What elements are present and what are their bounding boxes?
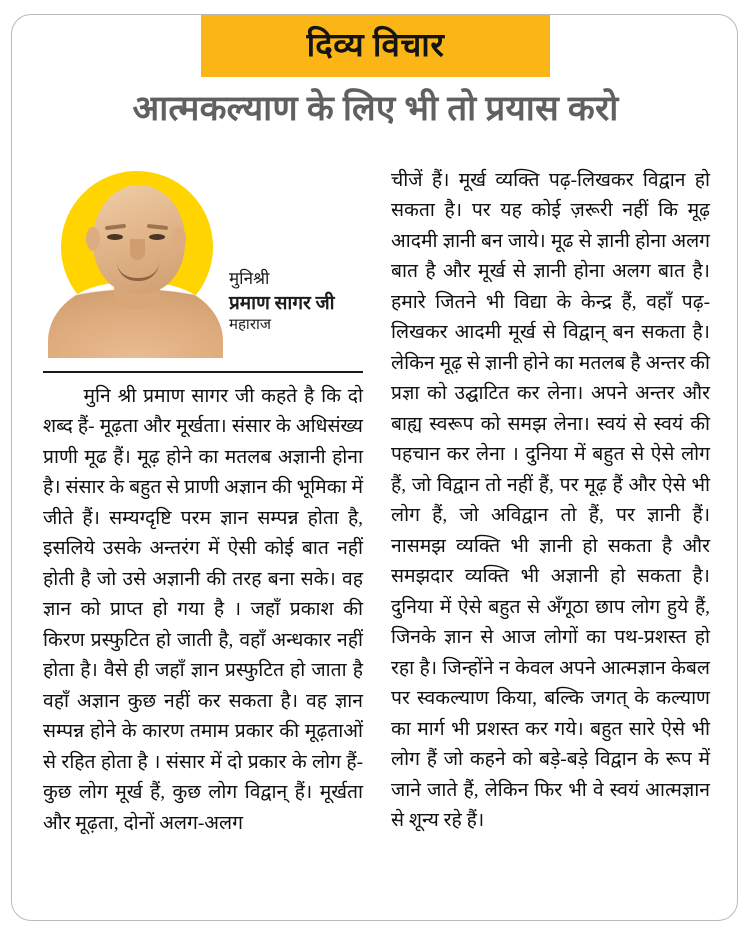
portrait-ear-left — [86, 227, 100, 251]
caption-line-honorific: मुनिश्री — [229, 269, 270, 288]
masthead-banner — [201, 15, 550, 77]
article-columns — [43, 165, 710, 905]
article-body-left: मुनि श्री प्रमाण सागर जी कहते है कि दो शब्द हैं- मूढ़ता और मूर्खता। संसार के अधिसंख्य प्राणी मूढ हैं। मूढ़ होने का मतलब अज्ञानी होना है। संसार के बहुत से प्राणी अज्ञान की भूमिका में जीते हैं। सम्यग्दृष्टि परम ज्ञान सम्पन्न होता है, इसलिये उसके अन्तरंग में ऐसी कोई बात नहीं होती है जो उसे अज्ञानी की तरह बना सके। वह ज्ञान को प्राप्त हो गया है । जहाँ प्रकाश की किरण प्रस्फुटित हो जाती है, वहाँ अन्धकार नहीं होता है। वैसे ही जहाँ ज्ञान प्रस्फुटित हो जाता है वहाँ अज्ञान कुछ नहीं कर सकता है। वह ज्ञान सम्पन्न होने के कारण तमाम प्रकार की मूढ़ताओं से रहित होता है । संसार में दो प्रकार के लोग हैं- कुछ लोग मूर्ख हैं, कुछ लोग विद्वान् हैं। मूर्खता और मूढ़ता, दोनों अलग-अलग — [43, 386, 363, 834]
article-headline: आत्मकल्याण के लिए भी तो प्रयास करो — [132, 89, 619, 128]
article-card — [11, 14, 738, 921]
portrait-ear-right — [172, 227, 186, 251]
right-column — [391, 165, 710, 905]
portrait-eye-right — [149, 234, 165, 240]
left-column — [43, 165, 363, 905]
caption-line-title: महाराज — [229, 316, 271, 333]
portrait-nose — [130, 239, 145, 260]
masthead-title: दिव्य विचार — [306, 27, 445, 64]
portrait-caption — [229, 269, 363, 334]
masthead-banner-area — [12, 15, 738, 77]
caption-line-name: प्रमाण सागर जी — [229, 292, 335, 314]
column-divider-rule — [43, 371, 363, 373]
article-body-right: चीजें हैं। मूर्ख व्यक्ति पढ़-लिखकर विद्वान हो सकता है। पर यह कोई ज़रूरी नहीं कि मूढ़ आदमी ज्ञानी बन जाये। मूढ से ज्ञानी होना अलग बात है और मूर्ख से ज्ञानी होना अलग बात है। हमारे जितने भी विद्या के केन्द्र हैं, वहाँ पढ़-लिखकर आदमी मूर्ख से विद्वान् बन सकता है। लेकिन मूढ़ से ज्ञानी होने का मतलब है अन्तर की प्रज्ञा को उद्घाटित कर लेना। अपने अन्तर और बाह्य स्वरूप को समझ लेना। स्वयं से स्वयं की पहचान कर लेना । दुनिया में बहुत से ऐसे लोग हैं, जो विद्वान तो नहीं हैं, पर मूढ़ हैं और ऐसे भी लोग हैं, जो अविद्वान तो हैं, पर ज्ञानी हैं। नासमझ व्यक्ति भी ज्ञानी हो सकता है और समझदार व्यक्ति भी अज्ञानी हो सकता है। दुनिया में ऐसे बहुत से अँगूठा छाप लोग हुये हैं, जिनके ज्ञान से आज लोगों का पथ-प्रशस्त हो रहा है। जिन्होंने न केवल अपने आत्मज्ञान केबल पर स्वकल्याण किया, बल्कि जगत् के कल्याण का मार्ग भी प्रशस्त कर गये। बहुत सारे ऐसे भी लोग हैं जो कहने को बड़े-बड़े विद्वान के रूप में जाने जाते हैं, लेकिन फिर भी वे स्वयं आत्मज्ञान से शून्य रहे हैं। — [391, 170, 710, 832]
portrait-photo — [48, 165, 223, 358]
portrait-block — [43, 165, 363, 365]
portrait-eye-left — [107, 234, 123, 240]
